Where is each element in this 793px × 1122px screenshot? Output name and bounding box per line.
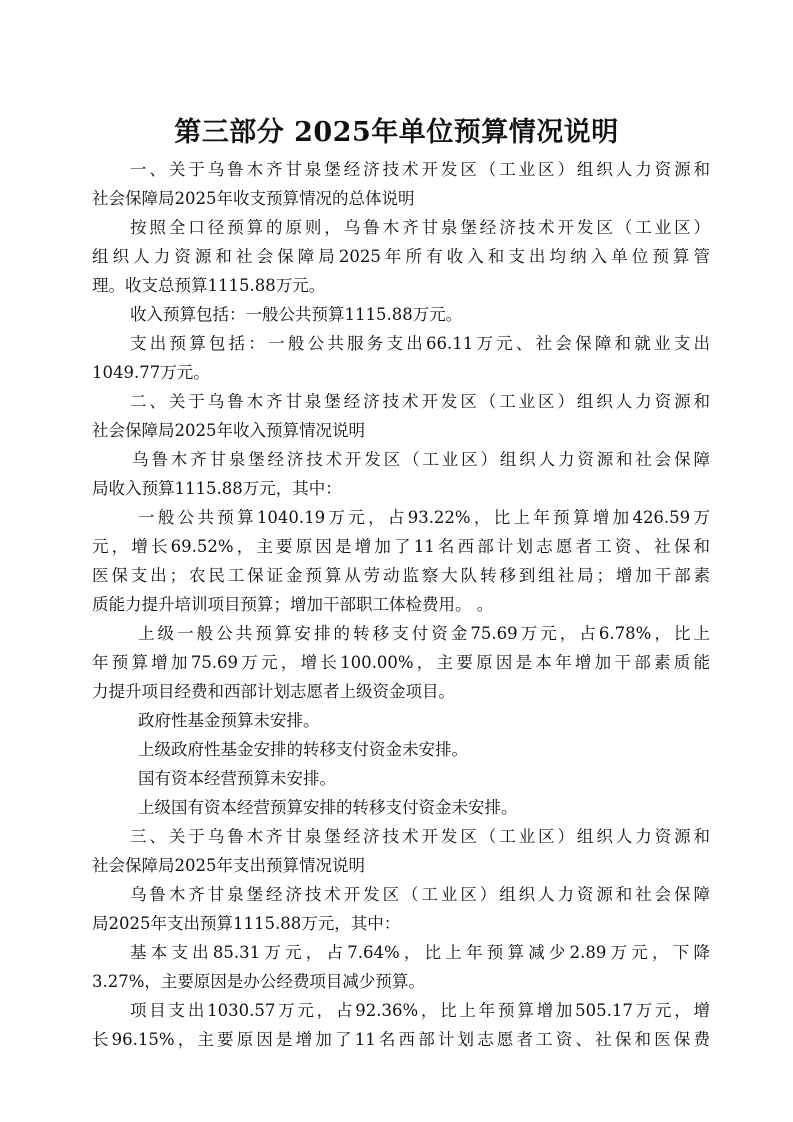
text-line: 长96.15%，主要原因是增加了11名西部计划志愿者工资、社保和医保费	[92, 1030, 710, 1049]
text-line: 按照全口径预算的原则，乌鲁木齐甘泉堡经济技术开发区（工业区）	[130, 218, 710, 237]
text-line: 力提升项目经费和西部计划志愿者上级资金项目。	[92, 682, 455, 701]
text-line: 项目支出1030.57万元，占92.36%，比上年预算增加505.17万元，增	[130, 1001, 710, 1020]
text-line: 社会保障局2025年收支预算情况的总体说明	[92, 189, 415, 208]
text-line: 一、关于乌鲁木齐甘泉堡经济技术开发区（工业区）组织人力资源和	[130, 160, 710, 179]
text-line: 上级一般公共预算安排的转移支付资金75.69万元，占6.78%，比上	[138, 624, 710, 643]
text-line: 元，增长69.52%，主要原因是增加了11名西部计划志愿者工资、社保和	[92, 537, 710, 556]
text-line: 社会保障局2025年收入预算情况说明	[92, 421, 365, 440]
text-line: 国有资本经营预算未安排。	[138, 769, 336, 788]
text-line: 一般公共预算1040.19万元，占93.22%，比上年预算增加426.59万	[138, 508, 710, 527]
text-line: 局收入预算1115.88万元，其中：	[92, 479, 342, 498]
text-line: 年预算增加75.69万元，增长100.00%，主要原因是本年增加干部素质能	[92, 653, 710, 672]
text-line: 支出预算包括：一般公共服务支出66.11万元、社会保障和就业支出	[130, 334, 710, 353]
text-line: 上级国有资本经营预算安排的转移支付资金未安排。	[138, 798, 518, 817]
text-line: 乌鲁木齐甘泉堡经济技术开发区（工业区）组织人力资源和社会保障	[132, 450, 710, 469]
text-line: 收入预算包括：一般公共预算1115.88万元。	[130, 305, 463, 324]
text-line: 二、关于乌鲁木齐甘泉堡经济技术开发区（工业区）组织人力资源和	[130, 392, 710, 411]
text-line: 组织人力资源和社会保障局2025年所有收入和支出均纳入单位预算管	[92, 247, 710, 266]
text-line: 局2025年支出预算1115.88万元，其中：	[92, 914, 401, 933]
page-title: 第三部分 2025年单位预算情况说明	[174, 117, 619, 148]
text-line: 社会保障局2025年支出预算情况说明	[92, 856, 365, 875]
text-line: 三、关于乌鲁木齐甘泉堡经济技术开发区（工业区）组织人力资源和	[130, 827, 710, 846]
text-line: 理。收支总预算1115.88万元。	[92, 276, 326, 295]
text-line: 基本支出85.31万元，占7.64%，比上年预算减少2.89万元，下降	[130, 943, 710, 962]
text-line: 政府性基金预算未安排。	[138, 711, 320, 730]
text-line: 3.27%，主要原因是办公经费项目减少预算。	[92, 972, 425, 991]
text-line: 医保支出；农民工保证金预算从劳动监察大队转移到组社局；增加干部素	[92, 566, 710, 585]
text-line: 乌鲁木齐甘泉堡经济技术开发区（工业区）组织人力资源和社会保障	[130, 885, 710, 904]
text-line: 1049.77万元。	[92, 363, 210, 382]
text-line: 质能力提升培训项目预算；增加干部职工体检费用。 。	[92, 595, 494, 614]
text-line: 上级政府性基金安排的转移支付资金未安排。	[138, 740, 468, 759]
